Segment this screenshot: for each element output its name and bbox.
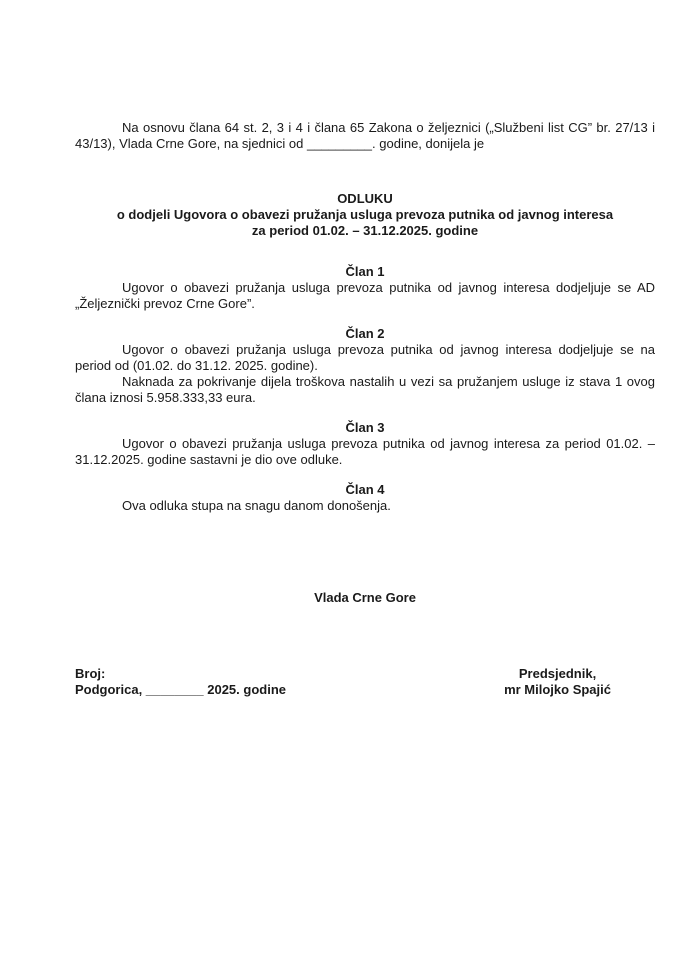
article-1-paragraph-1: Ugovor o obavezi pružanja usluga prevoza putnika od javnog interesa dodjeljuje se AD „Željeznički prevoz Crne Gore”. <box>75 280 655 311</box>
article-2-paragraph-1: Ugovor o obavezi pružanja usluga prevoza putnika od javnog interesa dodjeljuje se na period od (01.02. do 31.12. 2025. godine). <box>75 342 655 373</box>
footer-left-block <box>75 666 286 698</box>
article-1 <box>75 264 655 312</box>
footer-signatory-name: mr Milojko Spajić <box>504 682 611 697</box>
footer-signatory-title: Predsjednik, <box>518 666 597 681</box>
article-4-heading: Član 4 <box>345 482 385 497</box>
article-3 <box>75 420 655 468</box>
decision-title-block <box>75 191 655 239</box>
article-3-heading: Član 3 <box>345 420 385 435</box>
footer-right-block <box>504 666 611 698</box>
article-2-heading: Član 2 <box>345 326 385 341</box>
decision-subtitle-line1: o dodjeli Ugovora o obavezi pružanja usluga prevoza putnika od javnog interesa <box>116 207 614 222</box>
article-2 <box>75 326 655 406</box>
article-4 <box>75 482 655 514</box>
decision-subtitle-line2: za period 01.02. – 31.12.2025. godine <box>251 223 479 238</box>
article-4-paragraph-1: Ova odluka stupa na snagu danom donošenja. <box>122 498 391 513</box>
article-3-paragraph-1: Ugovor o obavezi pružanja usluga prevoza putnika od javnog interesa za period 01.02. – 31.12.2025. godine sastavni je dio ove odluke. <box>75 436 655 467</box>
issuer-name: Vlada Crne Gore <box>314 590 416 605</box>
article-2-paragraph-2: Naknada za pokrivanje dijela troškova nastalih u vezi sa pružanjem usluge iz stava 1 ovog člana iznosi 5.958.333,33 eura. <box>75 374 655 405</box>
intro-paragraph: Na osnovu člana 64 st. 2, 3 i 4 i člana 65 Zakona o željeznici („Službeni list CG” br. 27/13 i 43/13), Vlada Crne Gore, na sjednici od _________. godine, donijela je <box>75 120 655 151</box>
decision-title: ODLUKU <box>337 191 393 206</box>
footer-place-date: Podgorica, ________ 2025. godine <box>75 682 286 697</box>
signature-block <box>75 666 655 698</box>
article-1-heading: Član 1 <box>345 264 385 279</box>
footer-number-label: Broj: <box>75 666 106 681</box>
